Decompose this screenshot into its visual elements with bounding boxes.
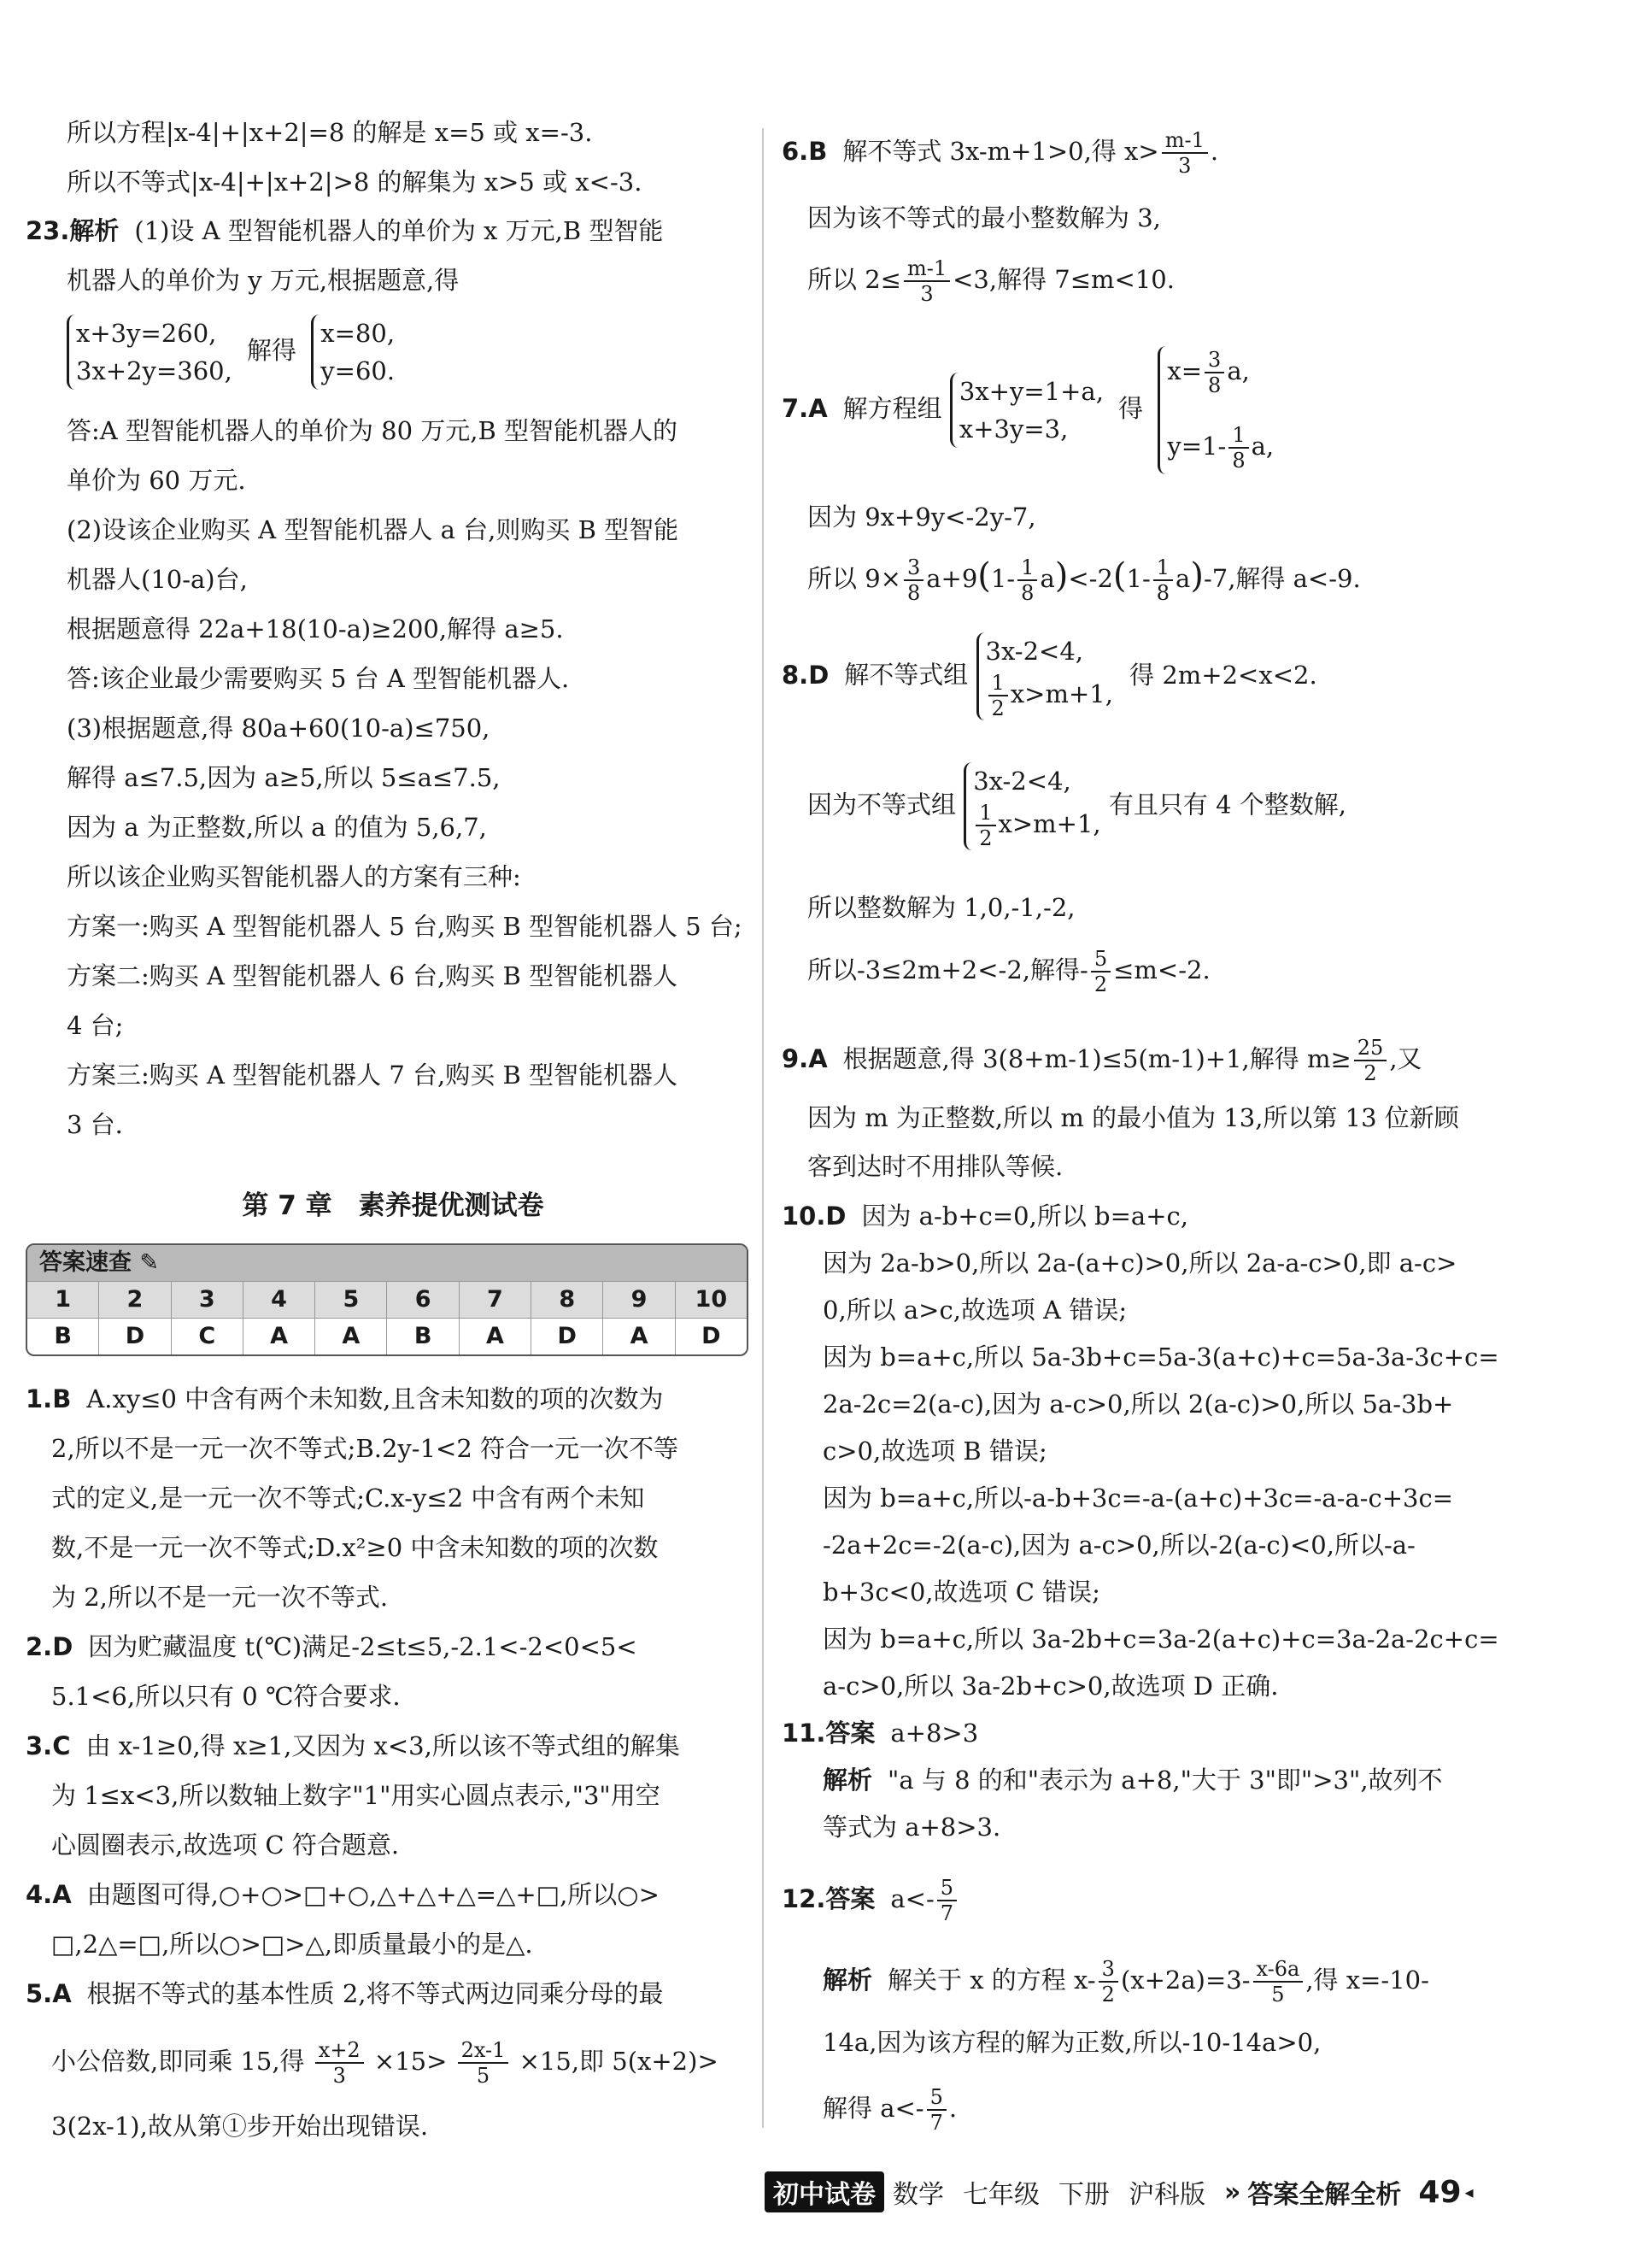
- text-line: (3)根据题意,得 80a+60(10-a)≤750,: [67, 714, 490, 743]
- numerator: 3: [1099, 1957, 1118, 1983]
- q12-line2: [823, 1957, 1429, 2007]
- fraction: [927, 2085, 947, 2135]
- text-fragment: x>m+1,: [1010, 679, 1113, 708]
- answer-table: [26, 1243, 748, 1356]
- q10-line: [782, 1199, 1188, 1233]
- text-line: A.xy≤0 中含有两个未知数,且含未知数的项的次数为: [86, 1384, 664, 1413]
- text-line: b+3c<0,故选项 C 错误;: [823, 1578, 1100, 1607]
- text-fragment: .: [948, 2094, 958, 2123]
- q12-line4: [823, 2085, 957, 2135]
- text-line: 所以方程|x-4|+|x+2|=8 的解是 x=5 或 x=-3.: [67, 118, 593, 147]
- denominator: 8: [1232, 449, 1246, 473]
- pencil-icon: ✎: [139, 1249, 160, 1276]
- answer-letter: A: [314, 1318, 386, 1354]
- answer-number-row: [27, 1281, 747, 1318]
- denominator: 2: [1363, 1061, 1377, 1085]
- numerator: 25: [1354, 1036, 1387, 1061]
- text-line: 心圆圈表示,故选项 C 符合题意.: [51, 1830, 400, 1860]
- equation: [1167, 348, 1274, 397]
- answer-letter: A: [459, 1318, 531, 1354]
- q9-line: [782, 1036, 1422, 1085]
- fraction: [1253, 1957, 1304, 2007]
- q23-line: [26, 214, 663, 248]
- text-fragment: ,得 x=-10-: [1305, 1965, 1429, 1995]
- q4-label: 4.A: [26, 1880, 72, 1909]
- explain-label: 解析: [823, 1965, 873, 1995]
- answer-letter: A: [602, 1318, 674, 1354]
- paren-open: (: [977, 556, 991, 596]
- fraction: [1091, 947, 1111, 996]
- fraction: [1162, 128, 1208, 178]
- text-line: 因为该不等式的最小整数解为 3,: [807, 203, 1161, 232]
- equation: 3x+2y=360,: [76, 356, 232, 385]
- answer-letter: D: [531, 1318, 602, 1354]
- denominator: 8: [1208, 373, 1222, 397]
- text-fragment: 所以-3≤2m+2<-2,解得-: [807, 955, 1088, 984]
- text-fragment: 得 2m+2<x<2.: [1129, 660, 1317, 690]
- text-fragment: 有且只有 4 个整数解,: [1108, 790, 1346, 820]
- text-line: 2,所以不是一元一次不等式;B.2y-1<2 符合一元一次不等: [51, 1434, 679, 1463]
- q8-label: 8.D: [782, 660, 830, 690]
- text-fragment: x=: [1167, 356, 1203, 385]
- text-line: 因为 9x+9y<-2y-7,: [807, 502, 1036, 532]
- answer-number: 1: [27, 1281, 98, 1318]
- equation: 3x-2<4,: [985, 637, 1084, 666]
- answer-text: a+8>3: [890, 1719, 979, 1748]
- text-fragment: <-2: [1068, 564, 1113, 593]
- text-line: 因为 a-b+c=0,所以 b=a+c,: [861, 1202, 1188, 1231]
- text-line: 为 1≤x<3,所以数轴上数字"1"用实心圆点表示,"3"用空: [51, 1781, 660, 1810]
- answer-letter: C: [171, 1318, 243, 1354]
- text-line: 机器人的单价为 y 万元,根据题意,得: [67, 266, 460, 295]
- q6-label: 6.B: [782, 137, 828, 166]
- text-fragment: -7,解得 a<-9.: [1203, 564, 1361, 593]
- denominator: 7: [929, 2111, 943, 2135]
- text-fragment: a+9: [926, 564, 978, 593]
- q3-line: [26, 1729, 680, 1763]
- text-fragment: a: [1176, 564, 1191, 593]
- numerator: 3: [1205, 348, 1224, 373]
- answer-letter-row: [27, 1318, 747, 1354]
- text-fragment: 解方程组: [842, 394, 942, 423]
- equation: y=60.: [320, 356, 396, 385]
- q12-line: [782, 1876, 959, 1925]
- system-brace: [950, 373, 1104, 448]
- text-fragment: 解不等式 3x-m+1>0,得 x>: [842, 137, 1159, 166]
- system-brace: [67, 314, 232, 390]
- q11-line: [782, 1716, 978, 1750]
- text-line: 单价为 60 万元.: [67, 466, 246, 495]
- text-line: 因为贮藏温度 t(℃)满足-2≤t≤5,-2.1<-2<0<5<: [88, 1632, 637, 1661]
- answer-text: a<-: [890, 1884, 935, 1913]
- text-line: (2)设该企业购买 A 型智能机器人 a 台,则购买 B 型智能: [67, 515, 679, 544]
- text-line: 因为 m 为正整数,所以 m 的最小值为 13,所以第 13 位新顾: [807, 1103, 1459, 1132]
- text-fragment: 解得: [247, 336, 297, 365]
- denominator: 8: [1021, 581, 1035, 605]
- text-line: 方案三:购买 A 型智能机器人 7 台,购买 B 型智能机器人: [67, 1061, 678, 1090]
- numerator: 5: [937, 1876, 957, 1901]
- answer-title-text: 答案速查: [39, 1249, 132, 1276]
- text-fragment: a,: [1227, 356, 1250, 385]
- equation: [973, 800, 1100, 850]
- text-fragment: ×15,即 5(x+2)>: [519, 2047, 718, 2076]
- denominator: 2: [1101, 1983, 1115, 2007]
- numerator: 1: [1017, 555, 1037, 581]
- double-arrow-icon: »: [1224, 2177, 1241, 2207]
- answer-number: 7: [459, 1281, 531, 1318]
- q7-label: 7.A: [782, 394, 828, 423]
- text-line: 为 2,所以不是一元一次不等式.: [51, 1583, 389, 1612]
- denominator: 2: [1094, 972, 1108, 996]
- text-line: 答:A 型智能机器人的单价为 80 万元,B 型智能机器人的: [67, 416, 678, 445]
- paren-close: ): [1190, 556, 1204, 596]
- text-line: 14a,因为该方程的解为正数,所以-10-14a>0,: [823, 2028, 1322, 2057]
- text-line: 方案二:购买 A 型智能机器人 6 台,购买 B 型智能机器人: [67, 961, 678, 990]
- footer-volume: 下册: [1058, 2180, 1110, 2210]
- text-line: -2a+2c=-2(a-c),因为 a-c>0,所以-2(a-c)<0,所以-a-: [823, 1531, 1416, 1560]
- q6-line3: [807, 256, 1175, 306]
- text-line: 解得 a≤7.5,因为 a≥5,所以 5≤a≤7.5,: [67, 763, 501, 792]
- answer-number: 4: [243, 1281, 314, 1318]
- text-fragment: y=1-: [1167, 432, 1227, 461]
- text-line: 数,不是一元一次不等式;D.x²≥0 中含未知数的项的次数: [51, 1533, 659, 1562]
- answer-number: 3: [171, 1281, 243, 1318]
- equation: [986, 670, 1113, 720]
- numerator: m-1: [1162, 128, 1208, 154]
- footer-grade: 七年级: [963, 2180, 1040, 2210]
- q7-line: [782, 346, 1274, 474]
- numerator: 1: [976, 801, 995, 826]
- equation-system: [67, 314, 395, 390]
- answer-letter: D: [98, 1318, 170, 1354]
- text-line: 答:该企业最少需要购买 5 台 A 型智能机器人.: [67, 664, 570, 693]
- answer-number: 8: [531, 1281, 602, 1318]
- q2-label: 2.D: [26, 1632, 73, 1661]
- answer-letter: D: [675, 1318, 747, 1354]
- q5-line: [26, 1977, 664, 2011]
- solution-brace: [1158, 346, 1274, 474]
- q5-label: 5.A: [26, 1979, 72, 2008]
- brand-badge: 初中试卷: [765, 2171, 884, 2212]
- text-fragment: <3,解得 7≤m<10.: [953, 265, 1175, 294]
- answer-number: 5: [314, 1281, 386, 1318]
- text-fragment: 1-: [1126, 564, 1151, 593]
- text-line: (1)设 A 型智能机器人的单价为 x 万元,B 型智能: [134, 216, 664, 245]
- text-line: 2a-2c=2(a-c),因为 a-c>0,所以 2(a-c)>0,所以 5a-3b+: [823, 1390, 1454, 1419]
- q1-line: [26, 1382, 663, 1416]
- text-fragment: "a 与 8 的和"表示为 a+8,"大于 3"即">3",故列不: [888, 1766, 1443, 1795]
- q7-line3: [807, 555, 1361, 605]
- text-line: 所以不等式|x-4|+|x+2|>8 的解集为 x>5 或 x<-3.: [67, 167, 642, 197]
- numerator: m-1: [904, 256, 950, 282]
- q11-line2: [823, 1763, 1443, 1797]
- text-line: □,2△=□,所以○>□>△,即质量最小的是△.: [51, 1930, 533, 1959]
- text-fragment: ≤m<-2.: [1113, 955, 1211, 984]
- denominator: 8: [1156, 581, 1170, 605]
- q1-label: 1.B: [26, 1384, 72, 1413]
- q8-line2: [807, 762, 1346, 850]
- text-line: 所以整数解为 1,0,-1,-2,: [807, 893, 1076, 922]
- fraction: [988, 671, 1008, 720]
- equation: x=80,: [320, 319, 396, 348]
- fraction: [1153, 555, 1173, 605]
- text-line: 等式为 a+8>3.: [823, 1813, 1001, 1842]
- page-footer: [765, 2171, 1516, 2213]
- text-line: 根据题意得 22a+18(10-a)≥200,解得 a≥5.: [67, 614, 564, 643]
- triangle-left-icon: ◂: [1464, 2182, 1474, 2202]
- denominator: 2: [979, 826, 993, 850]
- fraction: [904, 256, 950, 306]
- text-line: 所以该企业购买智能机器人的方案有三种:: [67, 862, 521, 891]
- text-line: 由题图可得,○+○>□+○,△+△+△=△+□,所以○>: [86, 1880, 660, 1909]
- text-line: 4 台;: [67, 1011, 124, 1040]
- column-divider: [762, 128, 764, 2128]
- text-fragment: 所以 9×: [807, 564, 901, 593]
- answer-letter: B: [386, 1318, 458, 1354]
- text-line: 3(2x-1),故从第①步开始出现错误.: [51, 2112, 429, 2141]
- answer-number: 9: [602, 1281, 674, 1318]
- text-line: 由 x-1≥0,得 x≥1,又因为 x<3,所以该不等式组的解集: [85, 1731, 680, 1760]
- fraction: [904, 555, 923, 605]
- denominator: 5: [1271, 1983, 1285, 2007]
- q2-line: [26, 1630, 637, 1664]
- denominator: 2: [991, 696, 1005, 720]
- equation: [1167, 423, 1274, 473]
- text-fragment: 得: [1118, 394, 1144, 423]
- text-fragment: ,又: [1389, 1044, 1422, 1073]
- text-fragment: (x+2a)=3-: [1120, 1965, 1251, 1995]
- footer-edition: 沪科版: [1129, 2180, 1205, 2210]
- chapter-title: 第 7 章 素养提优测试卷: [242, 1190, 544, 1221]
- fraction: [976, 801, 995, 850]
- text-line: 机器人(10-a)台,: [67, 565, 248, 594]
- answer-number: 6: [386, 1281, 458, 1318]
- text-fragment: a: [1040, 564, 1055, 593]
- q9-label: 9.A: [782, 1044, 828, 1073]
- fraction: [1017, 555, 1037, 605]
- numerator: x-6a: [1253, 1957, 1304, 1983]
- text-fragment: 1-: [990, 564, 1016, 593]
- text-line: 因为 b=a+c,所以 3a-2b+c=3a-2(a+c)+c=3a-2a-2c+c=: [823, 1625, 1499, 1654]
- denominator: 3: [332, 2064, 346, 2088]
- numerator: 3: [904, 555, 923, 581]
- answer-table-title: [27, 1245, 747, 1281]
- equation: 3x-2<4,: [973, 767, 1071, 796]
- fraction: [458, 2038, 509, 2088]
- text-line: 方案一:购买 A 型智能机器人 5 台,购买 B 型智能机器人 5 台;: [67, 912, 742, 941]
- text-line: 3 台.: [67, 1110, 123, 1139]
- text-line: 因为 b=a+c,所以 5a-3b+c=5a-3(a+c)+c=5a-3a-3c+c=: [823, 1343, 1499, 1372]
- system-brace: [976, 632, 1113, 720]
- text-fragment: a,: [1251, 432, 1275, 461]
- answer-number: 2: [98, 1281, 170, 1318]
- q8-line: [782, 632, 1317, 720]
- fraction: [1354, 1036, 1387, 1085]
- solution-brace: [311, 314, 395, 390]
- numerator: 5: [927, 2085, 947, 2111]
- numerator: 5: [1091, 947, 1111, 972]
- fraction: [937, 1876, 957, 1925]
- fraction: [1099, 1957, 1118, 2007]
- text-line: 因为 a 为正整数,所以 a 的值为 5,6,7,: [67, 813, 487, 842]
- system-brace: [964, 762, 1100, 850]
- fraction: [1205, 348, 1224, 397]
- q5-formula-line: [51, 2038, 718, 2088]
- text-fragment: 解不等式组: [844, 660, 969, 690]
- footer-title: 答案全解全析: [1247, 2180, 1402, 2210]
- numerator: 2x-1: [458, 2038, 509, 2064]
- page-number: 49: [1418, 2174, 1462, 2210]
- denominator: 3: [1178, 154, 1192, 178]
- fraction: [1228, 423, 1248, 473]
- text-line: 客到达时不用排队等候.: [807, 1152, 1064, 1181]
- text-line: 5.1<6,所以只有 0 ℃符合要求.: [51, 1682, 401, 1711]
- numerator: x+2: [315, 2038, 364, 2064]
- answer-number: 10: [675, 1281, 747, 1318]
- text-fragment: 因为不等式组: [807, 790, 957, 820]
- text-fragment: x>m+1,: [998, 809, 1101, 838]
- answer-letter: B: [27, 1318, 98, 1354]
- text-line: 因为 b=a+c,所以-a-b+3c=-a-(a+c)+3c=-a-a-c+3c=: [823, 1484, 1454, 1513]
- text-line: a-c>0,所以 3a-2b+c>0,故选项 D 正确.: [823, 1672, 1279, 1701]
- text-fragment: 所以 2≤: [807, 265, 901, 294]
- q3-label: 3.C: [26, 1731, 71, 1760]
- text-fragment: 解关于 x 的方程 x-: [888, 1965, 1096, 1995]
- q23-label: 23.解析: [26, 216, 120, 245]
- numerator: 1: [1228, 423, 1248, 449]
- explain-label: 解析: [823, 1766, 873, 1795]
- numerator: 1: [988, 671, 1008, 696]
- text-fragment: 解得 a<-: [823, 2094, 924, 2123]
- denominator: 3: [920, 282, 934, 306]
- equation: x+3y=260,: [76, 319, 217, 348]
- footer-subject: 数学: [893, 2180, 944, 2210]
- text-line: c>0,故选项 B 错误;: [823, 1437, 1047, 1466]
- q10-label: 10.D: [782, 1202, 847, 1231]
- numerator: 1: [1153, 555, 1173, 581]
- equation: 3x+y=1+a,: [959, 377, 1104, 406]
- q4-line: [26, 1877, 660, 1912]
- text-line: 因为 2a-b>0,所以 2a-(a+c)>0,所以 2a-a-c>0,即 a-c>: [823, 1249, 1457, 1278]
- denominator: 5: [476, 2064, 490, 2088]
- text-fragment: 小公倍数,即同乘 15,得: [51, 2047, 305, 2076]
- q6-line: 6.B 解不等式 3x-m+1>0,得 x> $\frac{m-1}{3}$ .: [782, 128, 1219, 178]
- q11-label: 11.答案: [782, 1719, 876, 1748]
- paren-open: (: [1112, 556, 1127, 596]
- fraction: [315, 2038, 364, 2088]
- text-fragment: 根据题意,得 3(8+m-1)≤5(m-1)+1,解得 m≥: [842, 1044, 1351, 1073]
- text-line: 0,所以 a>c,故选项 A 错误;: [823, 1296, 1128, 1325]
- text-line: 根据不等式的基本性质 2,将不等式两边同乘分母的最: [86, 1979, 664, 2008]
- paren-close: ): [1054, 556, 1069, 596]
- equation: x+3y=3,: [959, 414, 1069, 444]
- text-fragment: ×15>: [373, 2047, 448, 2076]
- answer-letter: A: [243, 1318, 314, 1354]
- q12-label: 12.答案: [782, 1884, 876, 1913]
- text-line: 式的定义,是一元一次不等式;C.x-y≤2 中含有两个未知: [51, 1484, 645, 1513]
- q8-line4: [807, 947, 1211, 996]
- denominator: 7: [940, 1901, 954, 1925]
- denominator: 8: [906, 581, 921, 605]
